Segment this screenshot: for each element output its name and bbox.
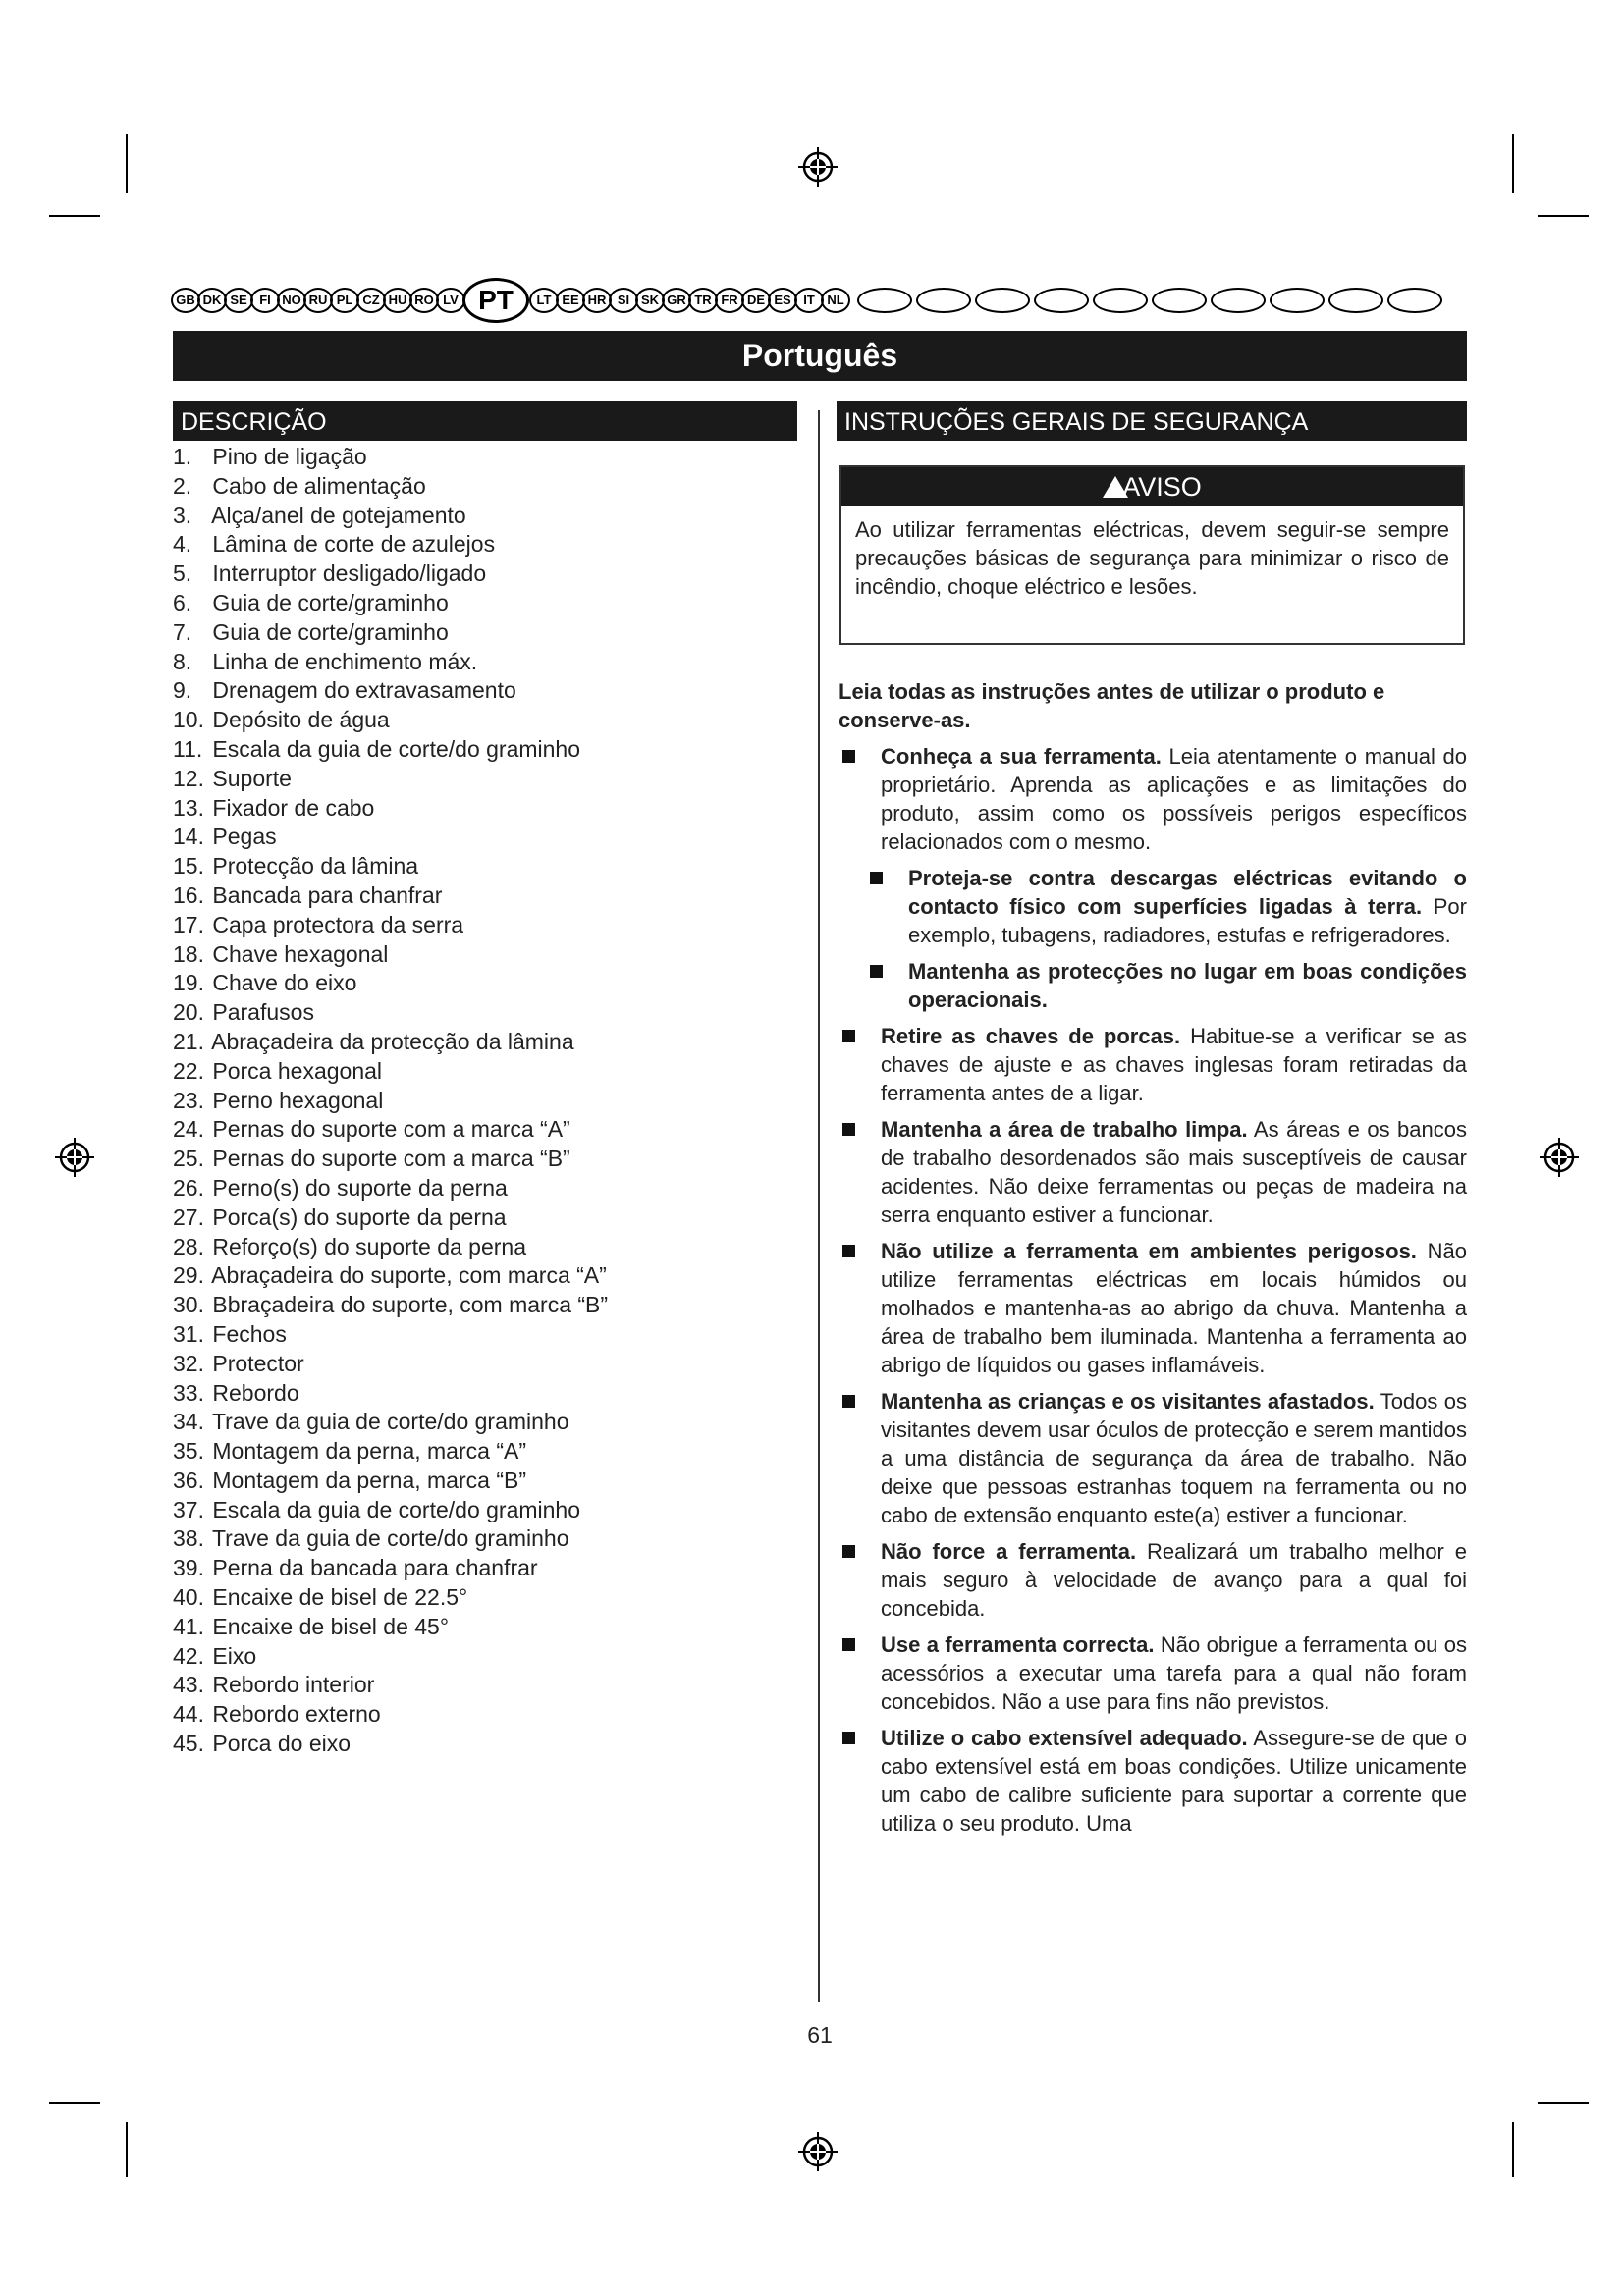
item-text: Pernas do suporte com a marca “A”: [206, 1116, 570, 1143]
item-text: Porca do eixo: [206, 1731, 352, 1757]
square-bullet-icon: [842, 750, 855, 763]
description-item: [173, 618, 801, 648]
item-text: Protecção da lâmina: [206, 853, 419, 880]
item-number: 11.: [173, 735, 203, 762]
item-number: 5.: [173, 561, 192, 587]
safety-items: [839, 742, 1467, 1838]
column-divider: [818, 410, 820, 2002]
description-item: [173, 1379, 801, 1409]
item-text: Pernas do suporte com a marca “B”: [206, 1146, 570, 1172]
safety-item: [839, 1022, 1467, 1107]
lang-empty-oval: [975, 288, 1030, 313]
item-text: Escala da guia de corte/do graminho: [206, 1496, 581, 1522]
item-number: 40.: [173, 1584, 204, 1611]
item-number: 3.: [173, 502, 192, 528]
square-bullet-icon: [842, 1545, 855, 1558]
item-number: 29.: [173, 1262, 204, 1289]
item-number: 41.: [173, 1613, 204, 1639]
safety-item-title: Conheça a sua ferramenta.: [881, 744, 1162, 769]
warning-triangle-icon: [1103, 476, 1128, 498]
safety-item-text: Assegure-se de que o cabo extensível está em boas condições. Utilize unicamente um cabo de calibre suficiente para suportar a corrente que utiliza o seu produto. Uma: [881, 1726, 1467, 1836]
safety-item: [839, 1537, 1467, 1623]
safety-item-title: Mantenha as crianças e os visitantes afastados.: [881, 1389, 1375, 1414]
description-item: [173, 1700, 801, 1730]
item-number: 43.: [173, 1672, 204, 1698]
lang-code: SI: [609, 288, 638, 313]
lang-code: RU: [303, 288, 333, 313]
safety-item-text: Habitue-se a verificar se as chaves de ajuste e as chaves inglesas foram retiradas da ferramenta antes de a ligar.: [881, 1024, 1468, 1105]
crop-mark: [49, 2102, 100, 2104]
item-text: Drenagem do extravasamento: [206, 677, 516, 704]
item-number: 8.: [173, 648, 192, 674]
safety-item-text: As áreas e os bancos de trabalho desordenados são mais susceptíveis de causar acidentes. Não deixe ferramentas ou peças de madeira na serra enquanto estiver a funcionar.: [881, 1117, 1467, 1227]
lang-code-active: PT: [462, 278, 529, 323]
safety-item-title: Utilize o cabo extensível adequado.: [881, 1726, 1248, 1750]
description-item: [173, 1613, 801, 1642]
item-number: 15.: [173, 853, 204, 880]
lang-code: FR: [715, 288, 744, 313]
safety-item: [839, 1387, 1467, 1529]
description-item: [173, 1145, 801, 1174]
item-number: 16.: [173, 881, 204, 908]
item-number: 31.: [173, 1320, 204, 1347]
lang-empty-oval: [857, 288, 912, 313]
description-item: [173, 1671, 801, 1700]
safety-item: [839, 742, 1467, 856]
item-number: 45.: [173, 1731, 204, 1757]
item-text: Fechos: [206, 1320, 287, 1347]
item-number: 13.: [173, 794, 204, 821]
item-number: 37.: [173, 1496, 204, 1522]
crop-mark: [126, 134, 128, 193]
lang-code: FI: [250, 288, 280, 313]
description-item: [173, 1554, 801, 1583]
safety-item-text: Leia atentamente o manual do proprietário. Aprenda as aplicações e as limitações do produto, assim como os possíveis perigos específicos relacionados com o mesmo.: [881, 744, 1467, 854]
lang-code: GR: [662, 288, 691, 313]
lang-empty-oval: [1152, 288, 1207, 313]
safety-item-text: Todos os visitantes devem usar óculos de protecção e serem mantidos a uma distância de segurança da área de trabalho. Não deixe que pessoas estranhas toquem na ferramenta ou no cabo de extensão enquanto este(a) estiver a funcionar.: [881, 1389, 1467, 1527]
registration-mark-icon: [796, 145, 839, 188]
item-number: 26.: [173, 1174, 204, 1201]
square-bullet-icon: [842, 1245, 855, 1257]
description-item: [173, 881, 801, 911]
lang-code: EE: [556, 288, 585, 313]
safety-item: [839, 1237, 1467, 1379]
item-number: 27.: [173, 1203, 204, 1230]
lang-code: HR: [582, 288, 612, 313]
description-item: [173, 1203, 801, 1233]
description-item: [173, 823, 801, 852]
item-text: Reforço(s) do suporte da perna: [206, 1233, 527, 1259]
item-text: Perno(s) do suporte da perna: [206, 1174, 508, 1201]
crop-mark: [1512, 134, 1514, 193]
item-number: 7.: [173, 618, 192, 645]
item-text: Fixador de cabo: [206, 794, 375, 821]
square-bullet-icon: [870, 872, 883, 884]
item-text: Abraçadeira do suporte, com marca “A”: [206, 1262, 607, 1289]
item-number: 33.: [173, 1379, 204, 1406]
item-text: Bbraçadeira do suporte, com marca “B”: [206, 1292, 609, 1318]
item-number: 35.: [173, 1438, 204, 1465]
description-item: [173, 443, 801, 472]
item-text: Montagem da perna, marca “B”: [206, 1467, 526, 1493]
warning-text: Ao utilizar ferramentas eléctricas, devem seguir-se sempre precauções básicas de segurança para minimizar o risco de incêndio, choque eléctrico e lesões.: [855, 517, 1449, 599]
lang-code: CZ: [356, 288, 386, 313]
crop-mark: [1512, 2122, 1514, 2177]
item-number: 9.: [173, 677, 192, 704]
item-text: Trave da guia de corte/do graminho: [206, 1525, 569, 1552]
description-item: [173, 1174, 801, 1203]
description-item: [173, 560, 801, 589]
item-number: 17.: [173, 911, 204, 937]
item-number: 30.: [173, 1292, 204, 1318]
crop-mark: [1538, 2102, 1589, 2104]
warning-header: [841, 467, 1463, 506]
description-item: [173, 648, 801, 677]
item-text: Pegas: [206, 824, 277, 850]
page-title: Português: [173, 331, 1467, 381]
crop-mark: [1538, 215, 1589, 217]
lang-code: PL: [330, 288, 359, 313]
lang-code: RO: [409, 288, 439, 313]
lang-empty-oval: [916, 288, 971, 313]
item-text: Rebordo: [206, 1379, 299, 1406]
safety-item: [839, 1630, 1467, 1716]
description-item: [173, 969, 801, 998]
item-text: Porca(s) do suporte da perna: [206, 1203, 507, 1230]
description-item: [173, 1087, 801, 1116]
description-item: [173, 1730, 801, 1759]
item-text: Guia de corte/graminho: [206, 618, 449, 645]
item-number: 1.: [173, 444, 192, 469]
description-item: [173, 1642, 801, 1672]
safety-item-title: Proteja-se contra descargas eléctricas evitando o contacto físico com superfícies ligadas à terra.: [908, 866, 1467, 919]
lang-code: ES: [768, 288, 797, 313]
item-text: Abraçadeira da protecção da lâmina: [206, 1028, 574, 1054]
item-text: Lâmina de corte de azulejos: [206, 531, 496, 558]
lang-empty-oval: [1034, 288, 1089, 313]
description-item: [173, 940, 801, 970]
description-item: [173, 502, 801, 531]
description-item: [173, 1408, 801, 1437]
warning-title: AVISO: [1122, 472, 1202, 502]
lang-empty-oval: [1387, 288, 1442, 313]
item-number: 28.: [173, 1233, 204, 1259]
item-number: 2.: [173, 472, 192, 499]
description-item: [173, 1496, 801, 1525]
safety-item: [839, 864, 1467, 949]
description-item: [173, 676, 801, 706]
square-bullet-icon: [870, 965, 883, 978]
safety-item-title: Não utilize a ferramenta em ambientes perigosos.: [881, 1239, 1417, 1263]
lang-empty-oval: [1093, 288, 1148, 313]
item-number: 32.: [173, 1350, 204, 1376]
safety-item: [839, 1724, 1467, 1838]
item-number: 39.: [173, 1555, 204, 1581]
safety-item: [839, 957, 1467, 1014]
item-number: 44.: [173, 1701, 204, 1728]
item-number: 14.: [173, 824, 204, 850]
lang-code: GB: [171, 288, 200, 313]
lang-empty-oval: [1211, 288, 1266, 313]
item-number: 21.: [173, 1028, 204, 1054]
safety-item-text: Não utilize ferramentas eléctricas em locais húmidos ou molhados e mantenha-as ao abrigo da chuva. Mantenha a área de trabalho bem iluminada. Mantenha a ferramenta ao abrigo de líquidos ou gases inflamáveis.: [881, 1239, 1467, 1377]
item-number: 22.: [173, 1057, 204, 1084]
description-item: [173, 706, 801, 735]
safety-item-text: Realizará um trabalho melhor e mais seguro à velocidade de avanço para a qual foi concebida.: [881, 1539, 1467, 1621]
item-number: 24.: [173, 1116, 204, 1143]
item-text: Porca hexagonal: [206, 1057, 383, 1084]
safety-item: [839, 1115, 1467, 1229]
item-text: Perno hexagonal: [206, 1087, 384, 1113]
item-text: Eixo: [206, 1642, 257, 1669]
item-text: Perna da bancada para chanfrar: [206, 1555, 538, 1581]
item-number: 34.: [173, 1409, 204, 1435]
item-text: Capa protectora da serra: [206, 911, 464, 937]
description-item: [173, 1320, 801, 1350]
language-strip: [171, 278, 1471, 321]
description-item: [173, 472, 801, 502]
description-item: [173, 1350, 801, 1379]
item-number: 18.: [173, 940, 204, 967]
item-text: Guia de corte/graminho: [206, 589, 449, 615]
safety-item-title: Mantenha as protecções no lugar em boas condições operacionais.: [908, 959, 1467, 1012]
item-text: Escala da guia de corte/do graminho: [206, 735, 581, 762]
item-text: Rebordo externo: [206, 1701, 381, 1728]
description-item: [173, 1291, 801, 1320]
lang-code: IT: [794, 288, 824, 313]
item-number: 25.: [173, 1146, 204, 1172]
crop-mark: [126, 2122, 128, 2177]
item-number: 38.: [173, 1525, 204, 1552]
registration-mark-icon: [796, 2130, 839, 2173]
description-list: [173, 443, 801, 1759]
description-header: DESCRIÇÃO: [173, 401, 797, 441]
description-item: [173, 1028, 801, 1057]
description-item: [173, 852, 801, 881]
item-text: Protector: [206, 1350, 304, 1376]
description-item: [173, 1261, 801, 1291]
lang-empty-oval: [1328, 288, 1383, 313]
lang-code: DE: [741, 288, 771, 313]
lang-empty-oval: [1270, 288, 1325, 313]
registration-mark-icon: [1538, 1136, 1581, 1179]
item-text: Bancada para chanfrar: [206, 881, 443, 908]
safety-item-title: Não force a ferramenta.: [881, 1539, 1137, 1564]
item-number: 23.: [173, 1087, 204, 1113]
description-item: [173, 530, 801, 560]
item-text: Linha de enchimento máx.: [206, 648, 478, 674]
square-bullet-icon: [842, 1395, 855, 1408]
description-item: [173, 1524, 801, 1554]
item-text: Interruptor desligado/ligado: [206, 561, 487, 587]
item-number: 10.: [173, 707, 204, 733]
item-text: Chave do eixo: [206, 970, 357, 996]
safety-item-title: Mantenha a área de trabalho limpa.: [881, 1117, 1248, 1142]
safety-item-text: Não obrigue a ferramenta ou os acessórios a executar uma tarefa para a qual não foram concebidos. Não a use para fins não previstos.: [881, 1632, 1467, 1714]
description-item: [173, 998, 801, 1028]
description-item: [173, 1583, 801, 1613]
safety-header: INSTRUÇÕES GERAIS DE SEGURANÇA: [837, 401, 1467, 441]
lang-code: LT: [529, 288, 559, 313]
item-number: 4.: [173, 531, 192, 558]
safety-instructions: [839, 677, 1467, 1845]
lang-code: HU: [383, 288, 412, 313]
description-item: [173, 1057, 801, 1087]
item-number: 12.: [173, 765, 204, 791]
item-text: Pino de ligação: [206, 444, 367, 469]
item-text: Chave hexagonal: [206, 940, 389, 967]
item-number: 36.: [173, 1467, 204, 1493]
crop-mark: [49, 215, 100, 217]
warning-box: [839, 465, 1465, 645]
square-bullet-icon: [842, 1732, 855, 1744]
lang-code: SE: [224, 288, 253, 313]
item-number: 19.: [173, 970, 204, 996]
description-item: [173, 1233, 801, 1262]
square-bullet-icon: [842, 1030, 855, 1042]
description-item: [173, 1437, 801, 1467]
safety-item-title: Use a ferramenta correcta.: [881, 1632, 1155, 1657]
registration-mark-icon: [53, 1136, 96, 1179]
lang-code: DK: [197, 288, 227, 313]
safety-intro: Leia todas as instruções antes de utilizar o produto e conserve-as.: [839, 679, 1385, 732]
item-text: Parafusos: [206, 999, 314, 1026]
square-bullet-icon: [842, 1638, 855, 1651]
description-item: [173, 1115, 801, 1145]
item-text: Suporte: [206, 765, 292, 791]
item-text: Montagem da perna, marca “A”: [206, 1438, 526, 1465]
description-item: [173, 735, 801, 765]
lang-code: NL: [821, 288, 850, 313]
item-number: 20.: [173, 999, 204, 1026]
item-text: Rebordo interior: [206, 1672, 375, 1698]
square-bullet-icon: [842, 1123, 855, 1136]
item-text: Depósito de água: [206, 707, 390, 733]
lang-code: TR: [688, 288, 718, 313]
item-text: Encaixe de bisel de 22.5°: [206, 1584, 468, 1611]
safety-item-title: Retire as chaves de porcas.: [881, 1024, 1181, 1048]
page-number: 61: [807, 2022, 833, 2048]
lang-code: LV: [436, 288, 465, 313]
lang-code: NO: [277, 288, 306, 313]
item-text: Alça/anel de gotejamento: [206, 502, 466, 528]
description-item: [173, 589, 801, 618]
safety-item-text: Por exemplo, tubagens, radiadores, estufas e refrigeradores.: [908, 894, 1467, 947]
description-item: [173, 911, 801, 940]
item-text: Trave da guia de corte/do graminho: [206, 1409, 569, 1435]
item-text: Cabo de alimentação: [206, 472, 426, 499]
description-item: [173, 794, 801, 824]
item-number: 6.: [173, 589, 192, 615]
item-text: Encaixe de bisel de 45°: [206, 1613, 450, 1639]
description-item: [173, 765, 801, 794]
lang-code: SK: [635, 288, 665, 313]
description-item: [173, 1467, 801, 1496]
item-number: 42.: [173, 1642, 204, 1669]
